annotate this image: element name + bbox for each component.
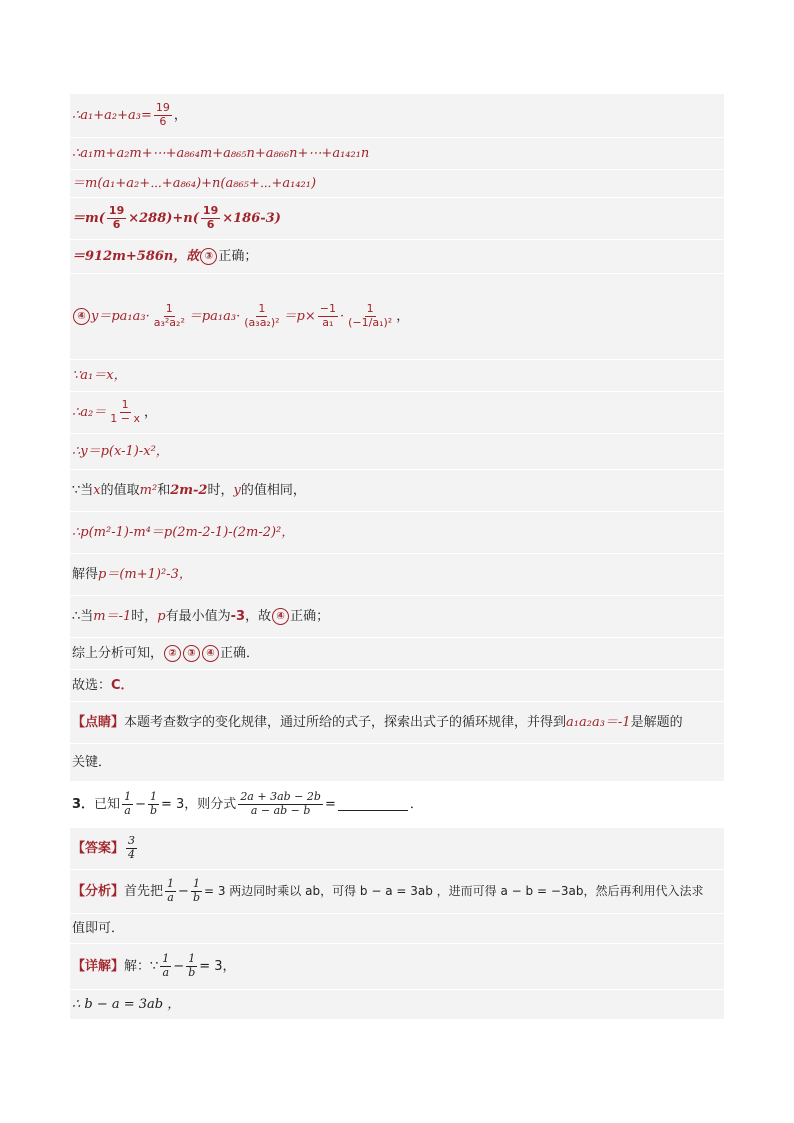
fraction: $\frac{1}{a}$ <box>162 952 170 979</box>
fraction: $\frac{-1}{\text{a₁}}$ <box>319 302 336 329</box>
fraction: $\frac{1}{b}$ <box>188 952 196 979</box>
line-10: ∵当 x 的值取 m² 和 2m-2 时， y 的值相同， <box>70 470 724 512</box>
line-13: ∴当 m＝-1 时， p 有最小值为 -3 ，故 ④ 正确； <box>70 596 724 638</box>
analysis-line-1: 【分析】 首先把 $\frac{1}{a}$ − $\frac{1}{b}$ = 3 两边同时乘以 ab，可得 b − a = 3ab ，进而可得 a − b = −3ab，然后再利用代入法求 <box>70 870 724 914</box>
line-1-lhs: ∴a₁+a₂+a₃= <box>72 107 152 123</box>
line-9: ∴y＝p(x-1)-x²， <box>70 434 724 470</box>
fraction: $\frac{1}{1 - x}$ <box>110 398 140 425</box>
fraction: $\frac{19}{6}$ <box>108 204 125 231</box>
fraction: $\frac{1}{b}$ <box>192 877 200 904</box>
analysis-line-2: 值即可． <box>70 914 724 944</box>
fraction: $\frac{1}{b}$ <box>149 790 158 817</box>
fraction: $\frac{1}{a}$ <box>124 790 132 817</box>
answer-line: 【答案】 $\frac{3}{4}$ <box>70 828 724 870</box>
fraction: $\frac{1}{\text{(a₃a₂)²}}$ <box>244 302 280 329</box>
line-12: 解得 p＝(m+1)²-3， <box>70 554 724 596</box>
question-3: 3． 已知 $\frac{1}{a}$ − $\frac{1}{b}$ = 3，则分式 $\frac{2a + 3ab - 2b}{a - ab - b}$ = ． <box>70 782 724 828</box>
fraction: $\frac{2a + 3ab - 2b}{a - ab - b}$ <box>240 790 321 817</box>
line-4: ＝m( $\frac{19}{6}$ ×288)+n( $\frac{19}{6}$ ×186-3) <box>70 198 724 240</box>
circled-number: ③ <box>200 248 217 265</box>
line-16: 【点睛】 本题考查数字的变化规律，通过所给的式子，探索出式子的循环规律，并得到 a₁a₂a₃＝-1 是解题的 <box>70 702 724 744</box>
circled-number: ② <box>164 645 181 662</box>
circled-number: ④ <box>272 608 289 625</box>
fraction: $\frac{19}{6}$ <box>155 101 170 128</box>
line-7: ∵a₁＝x， <box>70 360 724 392</box>
circled-number: ③ <box>183 645 200 662</box>
line-17: 关键． <box>70 744 724 782</box>
fraction: $\frac{1}{\text{(−1/a₁)²}}$ <box>348 302 393 329</box>
detail-line-1: 【详解】 解：∵ $\frac{1}{a}$ − $\frac{1}{b}$ = 3， <box>70 944 724 990</box>
circled-number: ④ <box>73 308 90 325</box>
fraction: $\frac{19}{6}$ <box>202 204 219 231</box>
line-1: ∴a₁+a₂+a₃= $\frac{19}{6}$ ， <box>70 94 724 138</box>
fraction: $\frac{3}{4}$ <box>128 834 136 861</box>
line-3: ＝m(a₁+a₂+⋯+a₈₆₄)+n(a₈₆₅+⋯+a₁₄₂₁) <box>70 170 724 198</box>
solution-content <box>70 94 724 1020</box>
line-11: ∴p(m²-1)-m⁴＝p(2m-2-1)-(2m-2)²， <box>70 512 724 554</box>
line-15: 故选： C． <box>70 670 724 702</box>
circled-number: ④ <box>202 645 219 662</box>
fraction: $\frac{1}{a}$ <box>167 877 175 904</box>
fraction: $\frac{1}{\text{a₃²a₂²}}$ <box>153 302 185 329</box>
answer-blank <box>338 798 408 811</box>
line-5: ＝912m+586n，故 ③ 正确； <box>70 240 724 274</box>
line-2: ∴a₁m+a₂m+⋯+a₈₆₄m+a₈₆₅n+a₈₆₆n+⋯+a₁₄₂₁n <box>70 138 724 170</box>
line-14: 综上分析可知， ② ③ ④ 正确． <box>70 638 724 670</box>
line-8: ∴a₂＝ $\frac{1}{1 - x}$ ， <box>70 392 724 434</box>
line-6: ④ y＝pa₁a₃· $\frac{1}{\text{a₃²a₂²}}$ ＝pa₁a₃· $\frac{1}{\text{(a₃a₂)²}}$ ＝p× $\frac{-1}{\text{a₁}}$ · $\frac{1}{\text{(−1/a₁)²}}$ ， <box>70 274 724 360</box>
detail-line-2: ∴ b − a = 3ab ， <box>70 990 724 1020</box>
